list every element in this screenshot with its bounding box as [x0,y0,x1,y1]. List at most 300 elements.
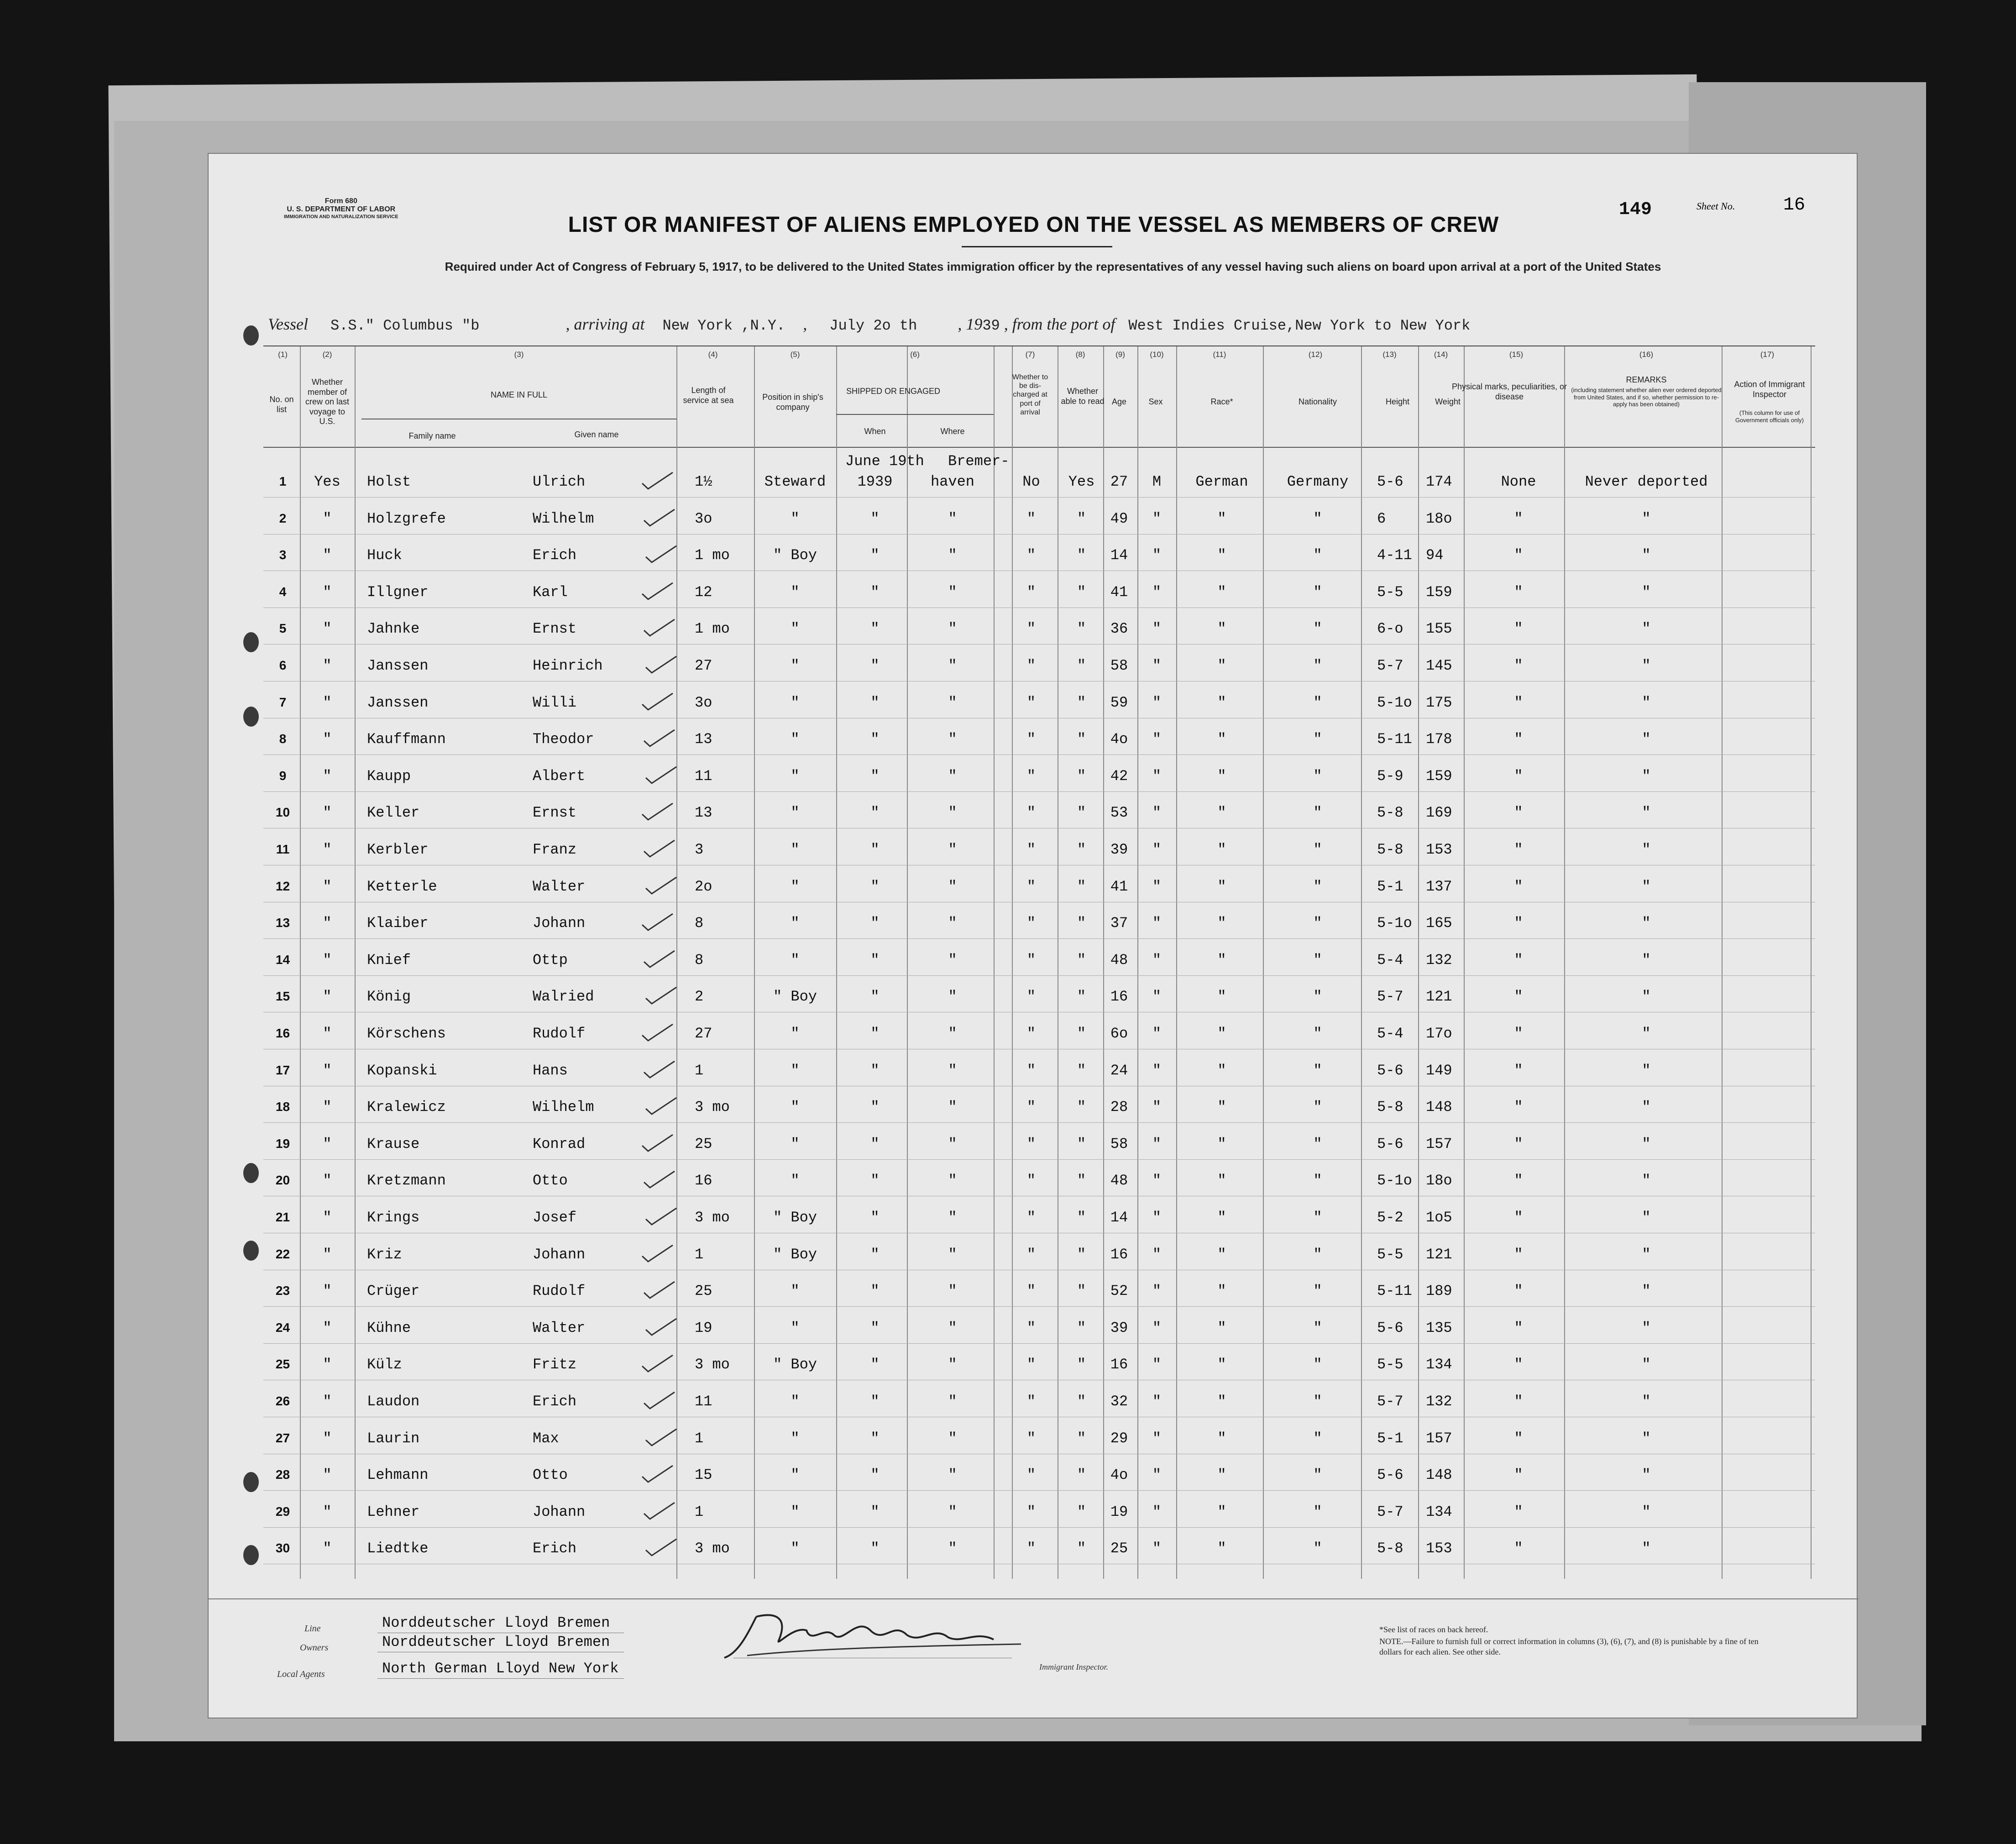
cell-length: 1 [695,1246,704,1263]
column-number: (4) [708,350,718,359]
cell-physical: " [1514,1393,1523,1410]
cell-when: " [870,1319,880,1336]
row-number: 1 [279,474,287,488]
cell-nationality: " [1313,694,1322,711]
cell-weight: 134 [1426,1356,1452,1373]
cell-sex: " [1152,915,1162,932]
cell-read: " [1077,1467,1086,1484]
cell-when: " [870,620,880,638]
row-number: 12 [275,879,290,893]
cell-height: 5-5 [1377,583,1403,601]
cell-height: 5-8 [1377,804,1403,822]
cell-position: Steward [764,473,826,490]
cell-family: Lehmann [367,1467,429,1484]
cell-remarks: " [1642,767,1651,785]
cell-read: " [1077,1246,1086,1263]
cell-height: 6-o [1377,620,1403,638]
cell-when: " [870,547,880,564]
cell-race: " [1217,1467,1226,1484]
stamp-number: 149 [1619,199,1652,220]
cell-discharged: " [1026,1135,1036,1152]
cell-length: 15 [695,1467,712,1484]
cell-nationality: " [1313,1393,1322,1410]
header-discharged: Whether to be dis-charged at port of arrival [1012,373,1048,416]
cell-read: " [1077,1393,1086,1410]
cell-height: 5-11 [1377,1283,1412,1300]
header-age: Age [1111,397,1127,406]
cell-position: " Boy [773,1246,817,1263]
cell-age: 16 [1110,1356,1128,1373]
cell-remarks: " [1642,1135,1651,1152]
cell-when: 1939 [857,473,893,490]
cell-height: 5-5 [1377,1246,1403,1263]
cell-age: 25 [1110,1540,1128,1557]
cell-race: " [1217,1099,1226,1116]
cell-when: " [870,1062,880,1079]
cell-member: " [323,1393,332,1410]
cell-weight: 169 [1426,804,1452,822]
header-physical-marks: Physical marks, peculiarities, or disease [1451,382,1567,401]
cell-member: " [323,804,332,822]
check-mark [644,1536,680,1559]
cell-length: 16 [695,1172,712,1189]
cell-weight: 17o [1426,1025,1452,1042]
cell-position: " [791,657,800,674]
cell-age: 29 [1110,1430,1128,1447]
cell-where: " [948,583,957,601]
cell-age: 58 [1110,657,1128,674]
cell-physical: " [1514,1319,1523,1336]
cell-when: " [870,915,880,932]
cell-remarks: " [1642,1099,1651,1116]
row-rule [263,1122,1815,1123]
row-number: 23 [275,1283,290,1298]
cell-where: " [948,1393,957,1410]
line-label: Line [304,1624,321,1634]
cell-read: " [1077,767,1086,785]
cell-family: Huck [367,547,402,564]
cell-remarks: " [1642,1540,1651,1557]
cell-read: " [1077,694,1086,711]
cell-discharged: " [1026,1062,1036,1079]
from-port-label: , from the port of [1004,315,1115,333]
cell-remarks: " [1642,1172,1651,1189]
cell-nationality: " [1313,841,1322,858]
cell-remarks: " [1642,657,1651,674]
cell-race: " [1217,657,1226,674]
cell-member: Yes [314,473,340,490]
form-number: Form 680 [325,197,357,205]
cell-where: " [948,951,957,969]
cell-when: " [870,1540,880,1557]
cell-sex: " [1152,1062,1162,1079]
cell-remarks: " [1642,1356,1651,1373]
cell-race: " [1217,1356,1226,1373]
cell-race: " [1217,951,1226,969]
cell-sex: " [1152,1540,1162,1557]
cell-weight: 18o [1426,1172,1452,1189]
cell-height: 5-5 [1377,1356,1403,1373]
cell-member: " [323,1467,332,1484]
cell-race: " [1217,1246,1226,1263]
cell-race: " [1217,1209,1226,1226]
cell-where: " [948,1246,957,1263]
cell-read: " [1077,620,1086,638]
cell-sex: " [1152,804,1162,822]
cell-weight: 165 [1426,915,1452,932]
cell-height: 5-7 [1377,1393,1403,1410]
column-rule [1137,346,1138,1579]
cell-remarks: " [1642,1283,1651,1300]
cell-where: " [948,1099,957,1116]
cell-age: 16 [1110,988,1128,1006]
cell-height: 5-1 [1377,878,1403,895]
header-remarks: REMARKS [1626,375,1667,384]
column-number: (8) [1075,350,1085,359]
owners-label: Owners [300,1643,329,1653]
row-number: 21 [275,1210,290,1224]
cell-read: " [1077,510,1086,527]
shipped-divider [836,414,994,415]
cell-physical: " [1514,583,1523,601]
header-family-name: Family name [408,431,456,440]
cell-height: 5-6 [1377,1062,1403,1079]
cell-physical: " [1514,1283,1523,1300]
cell-position: " [791,951,800,969]
cell-position: " [791,1025,800,1042]
cell-where: " [948,841,957,858]
row-number: 14 [275,952,290,967]
cell-member: " [323,1430,332,1447]
row-number: 3 [279,548,287,562]
cell-nationality: " [1313,1099,1322,1116]
cell-read: " [1077,657,1086,674]
cell-where: " [948,1025,957,1042]
cell-position: " [791,1540,800,1557]
row-rule [263,1159,1815,1160]
arrival-date: July 2o th [829,317,917,334]
cell-discharged: " [1026,1246,1036,1263]
cell-where: " [948,510,957,527]
cell-when: " [870,951,880,969]
cell-given: Albert [533,767,586,785]
cell-physical: " [1514,841,1523,858]
cell-read: " [1077,583,1086,601]
cell-nationality: " [1313,878,1322,895]
cell-read: " [1077,951,1086,969]
cell-remarks: " [1642,915,1651,932]
cell-weight: 132 [1426,1393,1452,1410]
header-weight: Weight [1435,397,1461,406]
cell-sex: " [1152,1172,1162,1189]
cell-race: " [1217,1283,1226,1300]
row-rule [263,754,1815,755]
cell-family: Lehner [367,1503,420,1520]
cell-family: Kühne [367,1319,411,1336]
cell-physical: " [1514,1135,1523,1152]
vessel-line [268,314,1470,334]
row-rule [263,1343,1815,1344]
cell-remarks: " [1642,1062,1651,1079]
cell-where: " [948,878,957,895]
cell-family: Kriz [367,1246,402,1263]
cell-position: " [791,620,800,638]
cell-when: " [870,1099,880,1116]
cell-height: 5-4 [1377,1025,1403,1042]
cell-discharged: " [1026,731,1036,748]
cell-discharged: " [1026,915,1036,932]
cell-family: Laurin [367,1430,420,1447]
header-shipped-engaged: SHIPPED OR ENGAGED [846,387,941,396]
cell-where: " [948,1503,957,1520]
cell-weight: 175 [1426,694,1452,711]
cell-height: 5-6 [1377,1467,1403,1484]
year-prefix: , 19 [958,315,983,333]
sheet-number-label: Sheet No. [1697,200,1735,212]
check-mark [642,1058,678,1081]
cell-member: " [323,1099,332,1116]
cell-read: " [1077,1356,1086,1373]
row-number: 26 [275,1394,290,1408]
cell-given: Erich [533,1393,577,1410]
column-number: (7) [1025,350,1035,359]
cell-physical: " [1514,1356,1523,1373]
cell-weight: 174 [1426,473,1452,490]
cell-read: " [1077,915,1086,932]
cell-discharged: " [1026,620,1036,638]
cell-read: " [1077,878,1086,895]
cell-position: " [791,694,800,711]
cell-age: 52 [1110,1283,1128,1300]
check-mark [644,543,680,566]
cell-given: Otto [533,1467,568,1484]
cell-length: 19 [695,1319,712,1336]
cell-physical: " [1514,1099,1523,1116]
column-number: (11) [1213,350,1226,359]
cell-age: 42 [1110,767,1128,785]
cell-physical: None [1501,473,1536,490]
cell-weight: 153 [1426,1540,1452,1557]
check-mark [644,764,680,787]
row-rule [263,497,1815,498]
cell-nationality: " [1313,1172,1322,1189]
column-rule [300,346,301,1579]
cell-position: " [791,1319,800,1336]
row-number: 15 [275,989,290,1004]
cell-nationality: " [1313,767,1322,785]
cell-position: " [791,1503,800,1520]
cell-remarks: " [1642,1503,1651,1520]
check-mark [642,727,678,750]
cell-length: 1 [695,1430,704,1447]
cell-physical: " [1514,1062,1523,1079]
cell-height: 5-11 [1377,731,1412,748]
cell-given: Rudolf [533,1283,586,1300]
row-number: 27 [275,1430,290,1445]
check-mark [642,1168,678,1191]
cell-member: " [323,1540,332,1557]
cell-sex: " [1152,731,1162,748]
cell-nationality: " [1313,657,1322,674]
row-number: 17 [275,1063,290,1077]
cell-race: " [1217,1503,1226,1520]
cell-where: " [948,1356,957,1373]
cell-given: Max [533,1430,559,1447]
cell-age: 53 [1110,804,1128,822]
cell-sex: " [1152,1467,1162,1484]
cell-sex: " [1152,583,1162,601]
cell-read: " [1077,1172,1086,1189]
races-note: *See list of races on back hereof. [1379,1625,1488,1634]
cell-weight: 153 [1426,841,1452,858]
column-number: (16) [1639,350,1654,359]
header-given-name: Given name [574,430,619,439]
cell-member: " [323,1025,332,1042]
cell-weight: 189 [1426,1283,1452,1300]
vessel-name: S.S." Columbus "b [330,317,480,334]
cell-physical: " [1514,951,1523,969]
row-number: 9 [279,768,287,783]
cell-position: " [791,731,800,748]
cell-race: " [1217,583,1226,601]
cell-sex: " [1152,1430,1162,1447]
cell-position: " [791,1467,800,1484]
cell-family: Krause [367,1135,420,1152]
cell-read: " [1077,841,1086,858]
cell-sex: " [1152,767,1162,785]
row-rule [263,1490,1815,1491]
cell-when: " [870,1467,880,1484]
check-mark [644,654,680,676]
cell-member: " [323,951,332,969]
cell-remarks: " [1642,841,1651,858]
cell-given: Josef [533,1209,577,1226]
column-number: (5) [790,350,800,359]
column-rule [1464,346,1465,1579]
cell-race: " [1217,1430,1226,1447]
penalty-note: NOTE.—Failure to furnish full or correct information in columns (3), (6), (7), and (8) is punishable by a fine of ten dollars for each alien. See other side. [1379,1637,1759,1657]
cell-position: " [791,915,800,932]
row-number: 5 [279,621,287,636]
cell-position: " [791,583,800,601]
vessel-label: Vessel [268,315,308,333]
first-row-place-note: Bremer- [948,453,1010,470]
cell-discharged: " [1026,1393,1036,1410]
cell-height: 6 [1377,510,1386,527]
cell-discharged: " [1026,1430,1036,1447]
cell-family: Kauffmann [367,731,446,748]
separator: , [803,315,807,333]
cell-physical: " [1514,1540,1523,1557]
cell-race: " [1217,620,1226,638]
check-mark [640,580,676,603]
cell-length: 1½ [695,473,712,490]
binder-hole [243,1163,259,1183]
cell-remarks: " [1642,1246,1651,1263]
cell-when: " [870,583,880,601]
header-no: No. on list [269,395,294,414]
cell-nationality: " [1313,1356,1322,1373]
manifest-sheet [208,153,1858,1718]
cell-sex: " [1152,547,1162,564]
cell-nationality: " [1313,731,1322,748]
cell-physical: " [1514,1246,1523,1263]
cell-race: " [1217,988,1226,1006]
cell-family: Kopanski [367,1062,437,1079]
cell-nationality: " [1313,1209,1322,1226]
cell-height: 5-4 [1377,951,1403,969]
cell-remarks: " [1642,1209,1651,1226]
cell-where: " [948,1467,957,1484]
check-mark [642,948,678,971]
cell-physical: " [1514,1172,1523,1189]
cell-family: Kaupp [367,767,411,785]
cell-remarks: " [1642,731,1651,748]
cell-age: 14 [1110,1209,1128,1226]
binder-hole [243,325,259,346]
cell-sex: " [1152,1319,1162,1336]
cell-physical: " [1514,1430,1523,1447]
cell-sex: " [1152,1135,1162,1152]
column-number: (1) [278,350,288,359]
cell-family: Crüger [367,1283,420,1300]
cell-age: 59 [1110,694,1128,711]
cell-age: 4o [1110,1467,1128,1484]
cell-nationality: " [1313,988,1322,1006]
cell-where: " [948,547,957,564]
document-title: LIST OR MANIFEST OF ALIENS EMPLOYED ON THE VESSEL AS MEMBERS OF CREW [568,213,1499,237]
cell-family: König [367,988,411,1006]
cell-weight: 157 [1426,1430,1452,1447]
cell-position: " [791,1062,800,1079]
cell-age: 48 [1110,1172,1128,1189]
cell-given: Ernst [533,620,577,638]
cell-height: 5-8 [1377,1099,1403,1116]
cell-nationality: " [1313,1062,1322,1079]
cell-where: " [948,988,957,1006]
cell-read: " [1077,1283,1086,1300]
cell-length: 1 mo [695,620,730,638]
cell-length: 25 [695,1135,712,1152]
cell-age: 41 [1110,583,1128,601]
cell-position: " [791,1135,800,1152]
inspector-label: Immigrant Inspector. [1039,1662,1108,1671]
cell-when: " [870,1135,880,1152]
cell-race: " [1217,1062,1226,1079]
cell-given: Theodor [533,731,594,748]
cell-discharged: " [1026,1319,1036,1336]
cell-family: Holzgrefe [367,510,446,527]
cell-member: " [323,915,332,932]
cell-race: " [1217,1172,1226,1189]
cell-given: Walter [533,878,586,895]
cell-physical: " [1514,620,1523,638]
cell-member: " [323,841,332,858]
cell-member: " [323,1319,332,1336]
cell-height: 5-6 [1377,1135,1403,1152]
cell-remarks: " [1642,547,1651,564]
cell-when: " [870,878,880,895]
cell-discharged: " [1026,951,1036,969]
column-number: (12) [1308,350,1323,359]
cell-where: " [948,731,957,748]
sheet-number: 16 [1783,195,1806,215]
arrival-port: New York ,N.Y. [662,317,785,334]
cell-read: Yes [1068,473,1095,490]
cell-position: " Boy [773,988,817,1006]
cell-length: 11 [695,767,712,785]
cell-position: " Boy [773,1209,817,1226]
